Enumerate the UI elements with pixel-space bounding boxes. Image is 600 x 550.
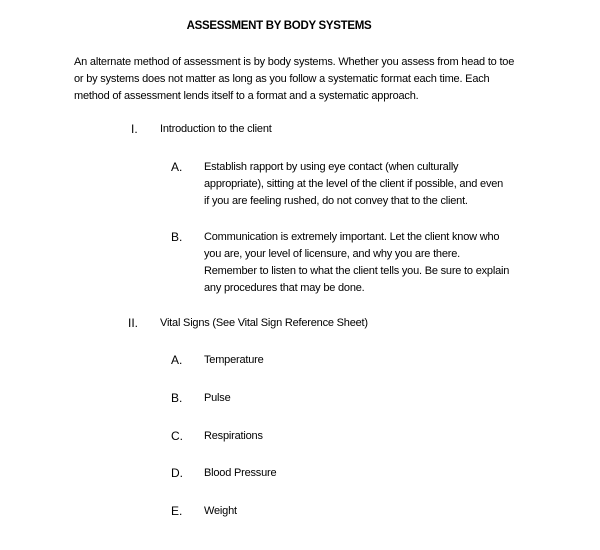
item-line: Remember to listen to what the client tells you. Be sure to explain [204, 265, 510, 277]
item-line: appropriate), sitting at the level of the client if possible, and even [204, 178, 504, 190]
section-title: Introduction to the client [160, 123, 272, 135]
section-numeral: I. [131, 122, 138, 136]
item-line: Establish rapport by using eye contact (when culturally [204, 161, 459, 173]
item-line: you are, your level of licensure, and why you are there. [204, 248, 461, 260]
item-letter: B. [171, 391, 183, 405]
intro-paragraph [74, 54, 515, 105]
item-letter: A. [171, 160, 183, 174]
list-item-text [204, 503, 504, 520]
item-letter: D. [171, 466, 183, 480]
item-line: if you are feeling rushed, do not convey that to the client. [204, 195, 468, 207]
list-item-text [204, 352, 504, 369]
section-title: Vital Signs (See Vital Sign Reference Sheet) [160, 317, 368, 329]
item-line: Temperature [204, 354, 264, 366]
list-item-text [204, 229, 510, 297]
intro-line: An alternate method of assessment is by body systems. Whether you assess from head to toe [74, 56, 515, 68]
item-line: any procedures that may be done. [204, 282, 365, 294]
item-letter: A. [171, 353, 183, 367]
list-item-text [204, 465, 504, 482]
item-letter: B. [171, 230, 183, 244]
list-item-text [204, 428, 504, 445]
item-letter: C. [171, 429, 183, 443]
list-item-text [204, 390, 504, 407]
item-line: Pulse [204, 392, 231, 404]
intro-line: or by systems does not matter as long as you follow a systematic format each time. Each [74, 73, 490, 85]
item-line: Blood Pressure [204, 467, 277, 479]
item-line: Respirations [204, 430, 263, 442]
intro-line: method of assessment lends itself to a format and a systematic approach. [74, 90, 419, 102]
item-line: Communication is extremely important. Let the client know who [204, 231, 500, 243]
item-letter: E. [171, 504, 183, 518]
list-item-text [204, 159, 504, 210]
document-title: ASSESSMENT BY BODY SYSTEMS [186, 20, 372, 32]
item-line: Weight [204, 505, 237, 517]
section-numeral: II. [128, 316, 139, 330]
